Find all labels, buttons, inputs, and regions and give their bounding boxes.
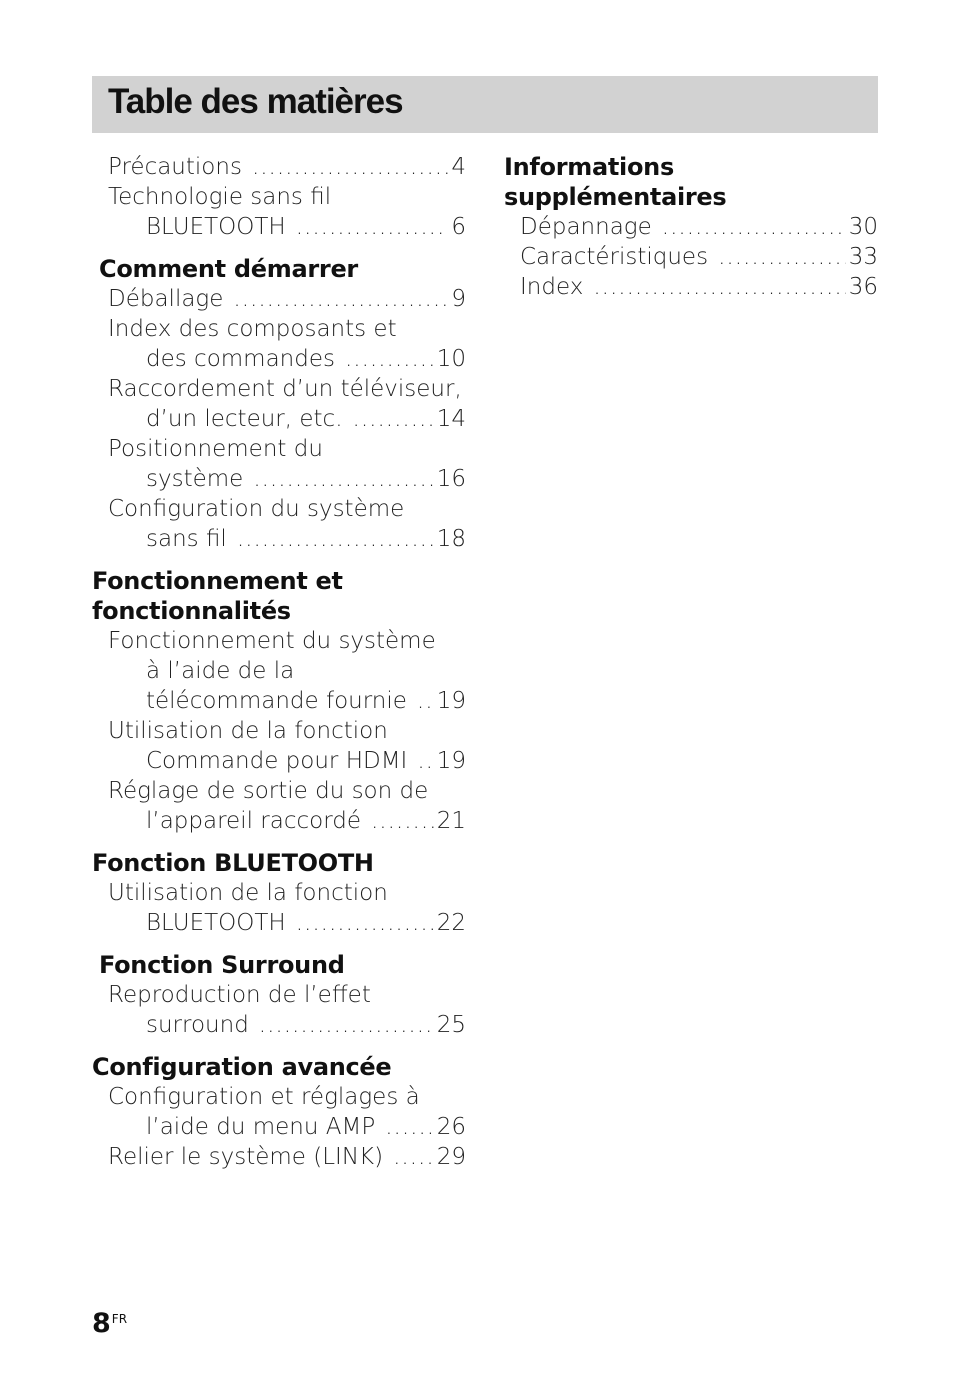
- dot-leader: [662, 212, 846, 242]
- dot-leader: [296, 908, 434, 938]
- toc-entry-label: Commande pour HDMI: [146, 748, 408, 774]
- toc-entries: [92, 152, 466, 242]
- toc-page-number: 26: [436, 1114, 466, 1140]
- toc-page-number: 16: [436, 466, 466, 492]
- toc-entry[interactable]: [108, 878, 466, 938]
- dot-leader: [385, 1112, 434, 1142]
- toc-entries: [92, 1082, 466, 1172]
- toc-entry[interactable]: [108, 374, 466, 434]
- toc-entry-line: [108, 314, 466, 344]
- toc-entry-label: Positionnement du: [108, 436, 323, 462]
- toc-entry[interactable]: [108, 284, 466, 314]
- toc-entry-label: Relier le système (LINK): [108, 1144, 384, 1170]
- toc-entry-label: Caractéristiques: [520, 244, 709, 270]
- dot-leader: [393, 1142, 434, 1172]
- section-heading: Informations supplémentaires: [504, 153, 727, 211]
- dot-leader: [253, 464, 433, 494]
- dot-leader: [417, 686, 434, 716]
- toc-page-number: 22: [436, 910, 466, 936]
- toc-entry-line: [520, 242, 878, 272]
- toc-entry-label: BLUETOOTH: [146, 214, 286, 240]
- toc-entry[interactable]: [108, 980, 466, 1040]
- toc-page-number: 30: [848, 214, 878, 240]
- dot-leader: [296, 212, 449, 242]
- toc-entry-label: l’aide du menu AMP: [146, 1114, 376, 1140]
- toc-entry-label: surround: [146, 1012, 249, 1038]
- section-heading: Fonction Surround: [99, 951, 345, 979]
- toc-page-number: 4: [451, 154, 466, 180]
- toc-entry-line: [108, 806, 466, 836]
- toc-entry-line: [108, 344, 466, 374]
- dot-leader: [252, 152, 448, 182]
- section-heading: Comment démarrer: [99, 255, 358, 283]
- toc-page-number: 18: [436, 526, 466, 552]
- section-heading: Configuration avancée: [92, 1053, 392, 1081]
- toc-entry[interactable]: [108, 434, 466, 494]
- dot-leader: [345, 344, 434, 374]
- toc-entry-label: Précautions: [108, 154, 242, 180]
- toc-entry-label: d’un lecteur, etc.: [146, 406, 343, 432]
- toc-page-number: 25: [436, 1012, 466, 1038]
- dot-leader: [259, 1010, 434, 1040]
- toc-page-number: 19: [436, 748, 466, 774]
- toc-entry-line: [108, 626, 466, 656]
- toc-entry[interactable]: [520, 272, 878, 302]
- title-bar: [92, 76, 878, 133]
- toc-page-number: 14: [436, 406, 466, 432]
- toc-entry[interactable]: [108, 716, 466, 776]
- toc-entries: [504, 212, 878, 302]
- toc-entry-line: [108, 656, 466, 686]
- toc-entry[interactable]: [108, 1142, 466, 1172]
- page-footer: [92, 1308, 127, 1339]
- toc-entry-label: Reproduction de l’effet: [108, 982, 371, 1008]
- toc-page-number: 10: [436, 346, 466, 372]
- toc-entry-label: système: [146, 466, 244, 492]
- language-code: FR: [111, 1312, 128, 1326]
- toc-entries: [92, 980, 466, 1040]
- toc-entry[interactable]: [108, 776, 466, 836]
- page-number: 8: [92, 1308, 111, 1339]
- toc-entry-label: télécommande fournie: [146, 688, 407, 714]
- toc-entry-line: [108, 716, 466, 746]
- toc-entries: [92, 626, 466, 836]
- toc-entry-line: [108, 494, 466, 524]
- toc-entry[interactable]: [520, 212, 878, 242]
- toc-entry-label: Déballage: [108, 286, 224, 312]
- toc-entry-line: [108, 878, 466, 908]
- dot-leader: [233, 284, 448, 314]
- toc-entry-line: [108, 152, 466, 182]
- toc-entry-label: l’appareil raccordé: [146, 808, 361, 834]
- toc-entry-line: [108, 980, 466, 1010]
- toc-left-column: [92, 152, 466, 1184]
- toc-entries: [92, 878, 466, 938]
- toc-entry-line: [520, 272, 878, 302]
- toc-entry-line: [520, 212, 878, 242]
- toc-entry-line: [108, 686, 466, 716]
- toc-entry[interactable]: [108, 314, 466, 374]
- toc-entry[interactable]: [108, 494, 466, 554]
- toc-entry-label: Index: [520, 274, 584, 300]
- toc-entry-line: [108, 212, 466, 242]
- toc-entry-label: Technologie sans fil: [108, 184, 332, 210]
- toc-entry[interactable]: [108, 182, 466, 242]
- dot-leader: [718, 242, 846, 272]
- toc-entry-label: Index des composants et: [108, 316, 397, 342]
- toc-entry-line: [108, 1010, 466, 1040]
- toc-entry-label: Configuration et réglages à: [108, 1084, 420, 1110]
- toc-entry-label: à l’aide de la: [146, 658, 295, 684]
- page-title: Table des matières: [108, 82, 403, 121]
- toc-entry-line: [108, 182, 466, 212]
- dot-leader: [593, 272, 845, 302]
- dot-leader: [417, 746, 433, 776]
- toc-entry-label: Fonctionnement du système: [108, 628, 436, 654]
- toc-entry-line: [108, 284, 466, 314]
- toc-entry[interactable]: [108, 152, 466, 182]
- toc-entry-label: Utilisation de la fonction: [108, 880, 388, 906]
- toc-entry-label: des commandes: [146, 346, 335, 372]
- toc-entries: [92, 284, 466, 554]
- toc-entry-line: [108, 1112, 466, 1142]
- toc-page-number: 29: [436, 1144, 466, 1170]
- toc-right-column: [504, 152, 878, 314]
- toc-page-number: 21: [436, 808, 466, 834]
- toc-entry-label: BLUETOOTH: [146, 910, 286, 936]
- toc-entry[interactable]: [108, 1082, 466, 1142]
- toc-entry-line: [108, 1082, 466, 1112]
- toc-entry-line: [108, 524, 466, 554]
- section-heading: Fonction BLUETOOTH: [92, 849, 374, 877]
- toc-entry[interactable]: [108, 626, 466, 716]
- toc-entry-line: [108, 434, 466, 464]
- toc-entry-label: Dépannage: [520, 214, 652, 240]
- dot-leader: [371, 806, 434, 836]
- toc-entry-line: [108, 1142, 466, 1172]
- toc-entry-line: [108, 464, 466, 494]
- toc-entry-label: Configuration du système: [108, 496, 405, 522]
- dot-leader: [353, 404, 434, 434]
- toc-page-number: 9: [451, 286, 466, 312]
- toc-entry-line: [108, 746, 466, 776]
- toc-entry-line: [108, 374, 466, 404]
- toc-entry-label: sans fil: [146, 526, 227, 552]
- toc-entry[interactable]: [520, 242, 878, 272]
- section-heading: Fonctionnement et fonctionnalités: [92, 567, 343, 625]
- toc-page-number: 36: [848, 274, 878, 300]
- toc-entry-line: [108, 776, 466, 806]
- toc-entry-line: [108, 404, 466, 434]
- toc-entry-label: Utilisation de la fonction: [108, 718, 388, 744]
- dot-leader: [237, 524, 434, 554]
- toc-page-number: 33: [848, 244, 878, 270]
- toc-page-number: 6: [451, 214, 466, 240]
- toc-entry-line: [108, 908, 466, 938]
- toc-page-number: 19: [436, 688, 466, 714]
- toc-entry-label: Réglage de sortie du son de: [108, 778, 429, 804]
- toc-entry-label: Raccordement d’un téléviseur,: [108, 376, 462, 402]
